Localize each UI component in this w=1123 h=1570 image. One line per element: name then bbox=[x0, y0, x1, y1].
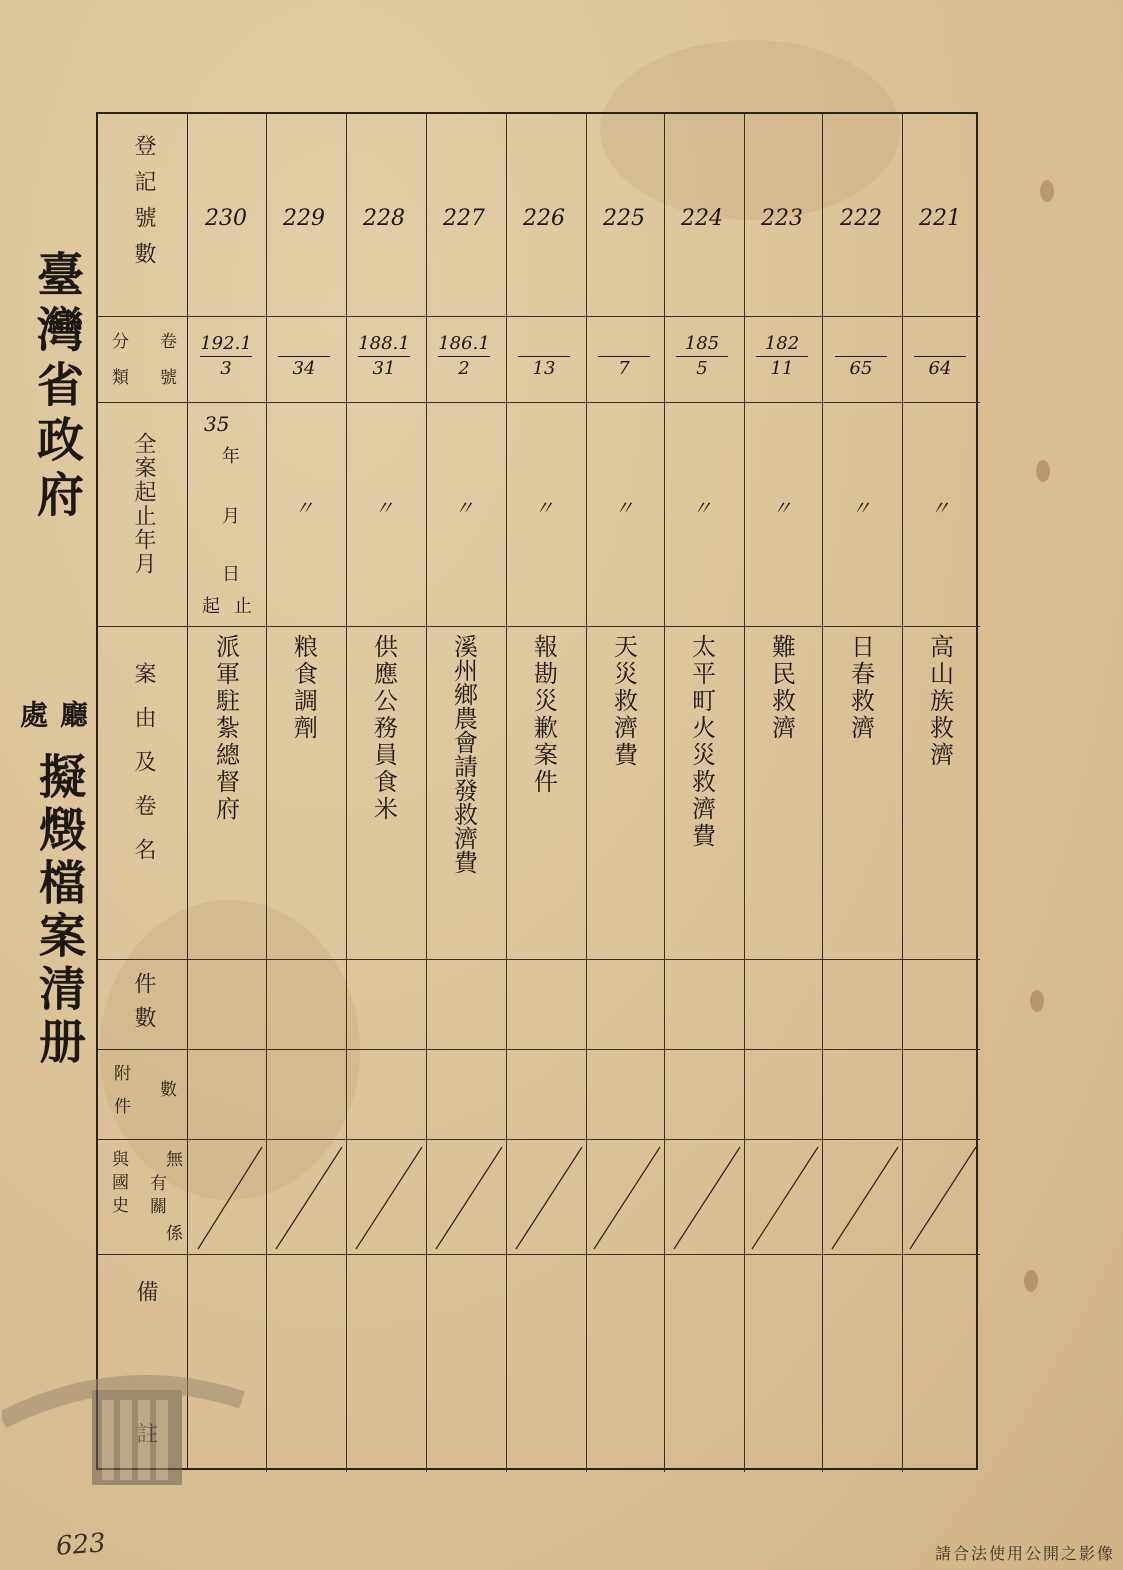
count-header: 件數 bbox=[131, 972, 156, 1040]
relation-slashes bbox=[98, 1139, 980, 1254]
binding-hole bbox=[1030, 990, 1044, 1012]
class-no-bottom: 3 bbox=[220, 358, 232, 379]
reg-no-header: 登記號數 bbox=[131, 134, 156, 278]
class-no-bottom: 5 bbox=[696, 358, 708, 379]
attachment-header-right: 數 bbox=[156, 1080, 176, 1101]
date-start: 起 bbox=[202, 596, 220, 617]
office-unit-2: 處 bbox=[16, 700, 49, 734]
date-ditto: 〃 bbox=[534, 496, 554, 520]
class-no-bottom: 34 bbox=[292, 358, 316, 379]
class-no-top bbox=[825, 332, 897, 356]
date-ditto: 〃 bbox=[614, 496, 634, 520]
usage-notice: 請合法使用公開之影像 bbox=[934, 1544, 1115, 1563]
class-no bbox=[825, 332, 897, 381]
reg-no: 225 bbox=[603, 206, 645, 231]
class-no-top: 188.1 bbox=[358, 333, 410, 354]
date-end: 止 bbox=[234, 596, 252, 617]
reg-no: 228 bbox=[363, 206, 405, 231]
date-range-first bbox=[190, 412, 262, 622]
relation-header-2: 有關 bbox=[146, 1174, 166, 1220]
date-ditto: 〃 bbox=[374, 496, 394, 520]
office-title: 臺灣省政府 bbox=[29, 250, 84, 525]
date-year-unit: 年 bbox=[222, 446, 240, 467]
page-number: 623 bbox=[55, 1528, 107, 1562]
class-header-left: 分 bbox=[108, 332, 128, 353]
case-subject: 太平町火災救濟費 bbox=[687, 634, 716, 850]
binding-hole bbox=[1036, 460, 1050, 482]
case-subject: 供應公務員食米 bbox=[369, 634, 398, 823]
relation-header-1: 無 bbox=[162, 1150, 182, 1171]
class-no bbox=[904, 332, 976, 381]
reg-no: 222 bbox=[840, 206, 882, 231]
date-ditto: 〃 bbox=[851, 496, 871, 520]
class-no-top bbox=[904, 332, 976, 356]
class-no-bottom: 2 bbox=[458, 358, 470, 379]
subject-header: 案由及卷名 bbox=[131, 662, 156, 882]
date-year-value: 35 bbox=[204, 412, 230, 436]
class-no-bottom: 64 bbox=[928, 358, 952, 379]
date-ditto: 〃 bbox=[692, 496, 712, 520]
date-range-header: 全案起止年月 bbox=[131, 432, 156, 576]
remarks-header-top: 備 bbox=[133, 1280, 158, 1312]
case-subject: 報勘災歉案件 bbox=[529, 634, 558, 796]
binding-hole bbox=[1024, 1270, 1038, 1292]
class-header-left-2: 類 bbox=[108, 368, 128, 389]
class-no-top bbox=[588, 332, 660, 356]
reg-no: 229 bbox=[283, 206, 325, 231]
case-subject: 溪州鄉農會請發救濟費 bbox=[449, 634, 478, 874]
case-subject: 天災救濟費 bbox=[609, 634, 638, 769]
class-no-bottom: 65 bbox=[849, 358, 873, 379]
class-no bbox=[666, 332, 738, 381]
class-no-top: 192.1 bbox=[200, 333, 252, 354]
class-no-top: 185 bbox=[684, 333, 720, 354]
class-no-bottom: 13 bbox=[532, 358, 556, 379]
class-no bbox=[588, 332, 660, 381]
relation-header-left: 與國史 bbox=[108, 1150, 128, 1219]
class-no bbox=[428, 332, 500, 381]
reg-no: 226 bbox=[523, 206, 565, 231]
office-unit-1: 廳 bbox=[56, 700, 89, 734]
class-no bbox=[508, 332, 580, 381]
class-no-bottom: 11 bbox=[770, 358, 794, 379]
date-ditto: 〃 bbox=[294, 496, 314, 520]
date-ditto: 〃 bbox=[930, 496, 950, 520]
archive-stamp-icon bbox=[2, 1360, 252, 1490]
class-header-right: 卷 bbox=[156, 332, 176, 353]
class-no-top bbox=[508, 332, 580, 356]
case-subject: 日春救濟 bbox=[846, 634, 875, 742]
class-no bbox=[746, 332, 818, 381]
binding-hole bbox=[1040, 180, 1054, 202]
class-header-right-2: 號 bbox=[156, 368, 176, 389]
date-ditto: 〃 bbox=[772, 496, 792, 520]
date-day-unit: 日 bbox=[222, 564, 240, 585]
records-table bbox=[96, 112, 978, 1470]
class-no-bottom: 31 bbox=[372, 358, 396, 379]
date-ditto: 〃 bbox=[454, 496, 474, 520]
case-subject: 粮食調劑 bbox=[289, 634, 318, 742]
form-title: 擬燬檔案清册 bbox=[31, 752, 86, 1070]
class-no bbox=[348, 332, 420, 381]
relation-header-3: 係 bbox=[162, 1224, 182, 1245]
class-no-top bbox=[268, 332, 340, 356]
class-no bbox=[268, 332, 340, 381]
reg-no: 224 bbox=[681, 206, 723, 231]
reg-no: 227 bbox=[443, 206, 485, 231]
reg-no: 230 bbox=[205, 206, 247, 231]
date-month-unit: 月 bbox=[222, 506, 240, 527]
class-no-top: 186.1 bbox=[438, 333, 490, 354]
class-no-top: 182 bbox=[764, 333, 800, 354]
class-no bbox=[190, 332, 262, 381]
reg-no: 223 bbox=[761, 206, 803, 231]
reg-no: 221 bbox=[919, 206, 961, 231]
case-subject: 難民救濟 bbox=[767, 634, 796, 742]
header-column bbox=[98, 114, 188, 1468]
attachment-header-left: 附件 bbox=[110, 1064, 130, 1130]
case-subject: 高山族救濟 bbox=[925, 634, 954, 769]
class-no-bottom: 7 bbox=[618, 358, 630, 379]
case-subject: 派軍駐紮總督府 bbox=[211, 634, 240, 823]
